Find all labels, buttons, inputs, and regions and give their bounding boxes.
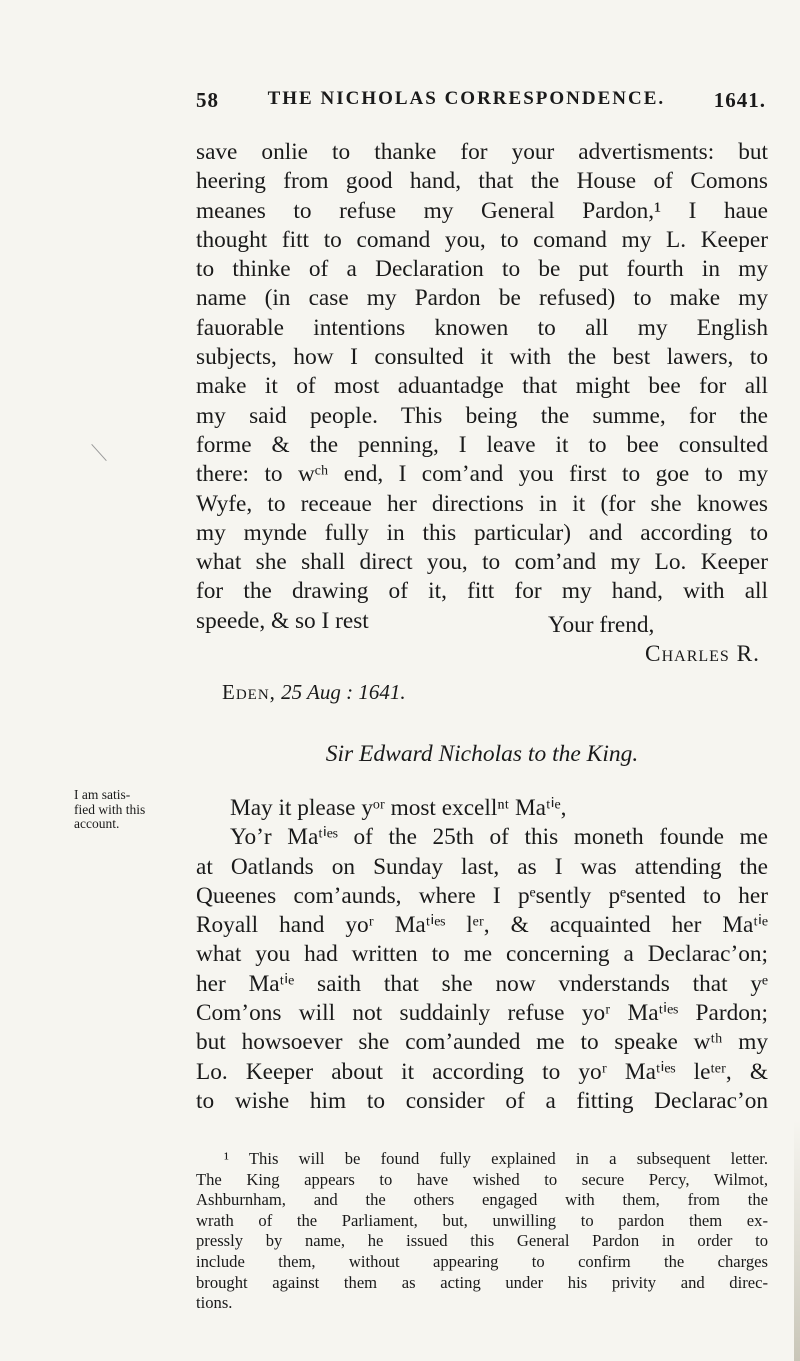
text-line: at Oatlands on Sunday last, as I was attending the bbox=[196, 853, 768, 880]
marginal-note-line: account. bbox=[74, 816, 120, 831]
marginal-note bbox=[74, 788, 184, 832]
text-line: Lo. Keeper about it according to yoʳ Maᵗⁱᵉˢ leᵗᵉʳ, & bbox=[196, 1058, 768, 1085]
text-line: what you had written to me concerning a Declarac’on; bbox=[196, 941, 768, 968]
text-line: Wyfe, to receaue her directions in it (for she knowes bbox=[196, 490, 768, 517]
page-edge-shadow bbox=[794, 1120, 800, 1361]
letter-heading: Sir Edward Nicholas to the King. bbox=[325, 741, 639, 767]
text-line: to thinke of a Declaration to be put fourth in my bbox=[196, 256, 768, 283]
text-line: meanes to refuse my General Pardon,¹ I haue bbox=[196, 197, 768, 224]
signature: Charles R. bbox=[645, 641, 760, 667]
header-year: 1641. bbox=[713, 88, 766, 112]
page-header bbox=[196, 88, 766, 113]
text-line: Yo’r Maᵗⁱᵉˢ of the 25th of this moneth founde me bbox=[230, 824, 768, 851]
footnote-line: tions. bbox=[196, 1293, 233, 1313]
text-line: there: to wᶜʰ end, I com’and you first to goe to my bbox=[196, 461, 768, 488]
text-line: heering from good hand, that the House of Comons bbox=[196, 168, 768, 195]
footnote-line: wrath of the Parliament, but, unwilling to pardon them ex- bbox=[196, 1210, 768, 1230]
salutation: May it please yᵒʳ most excellⁿᵗ Maᵗⁱᵉ, bbox=[230, 795, 567, 821]
text-line: what she shall direct you, to com’and my Lo. Keeper bbox=[196, 549, 768, 576]
text-line: Queenes com’aunds, where I pᵉsently pᵉsented to her bbox=[196, 882, 768, 909]
marginal-note-line: fied with this bbox=[74, 801, 146, 817]
text-line: to wishe him to consider of a fitting Declarac’on bbox=[196, 1087, 768, 1114]
letter-body-king bbox=[196, 138, 768, 636]
text-line: my said people. This being the summe, for the bbox=[196, 402, 768, 429]
text-line: name (in case my Pardon be refused) to make my bbox=[196, 285, 768, 312]
footnote-line: The King appears to have wished to secure Percy, Wilmot, bbox=[196, 1169, 768, 1189]
footnote-line: include them, without appearing to confirm the charges bbox=[196, 1251, 768, 1271]
date: 25 Aug : 1641. bbox=[281, 680, 406, 704]
text-line: forme & the penning, I leave it to bee consulted bbox=[196, 431, 768, 458]
page-number: 58 bbox=[196, 88, 219, 112]
dateline bbox=[222, 680, 406, 705]
text-line: subjects, how I consulted it with the best lawers, to bbox=[196, 344, 768, 371]
valediction: Your frend, bbox=[548, 612, 655, 638]
letter-closing bbox=[196, 612, 768, 722]
footnote-line: ¹ This will be found fully explained in a subsequent letter. bbox=[224, 1149, 768, 1168]
text-line: for the drawing of it, fitt for my hand, with all bbox=[196, 578, 768, 605]
letter-body-nicholas bbox=[196, 794, 768, 1116]
running-title: THE NICHOLAS CORRESPONDENCE. bbox=[267, 88, 666, 109]
place: Eden, bbox=[222, 680, 276, 704]
text-line: her Maᵗⁱᵉ saith that she now vnderstands that yᵉ bbox=[196, 970, 768, 997]
text-line: but howsoever she com’aunded me to speake wᵗʰ my bbox=[196, 1029, 768, 1056]
text-line: thought fitt to comand you, to comand my L. Keeper bbox=[196, 226, 768, 253]
marginal-note-line: I am satis- bbox=[74, 787, 131, 802]
text-line: make it of most aduantadge that might bee for all bbox=[196, 373, 768, 400]
footnote-line: Ashburnham, and the others engaged with them, from the bbox=[196, 1190, 768, 1210]
text-line: save onlie to thanke for your advertisments: but bbox=[196, 139, 768, 165]
text-line: Com’ons will not suddainly refuse yoʳ Maᵗⁱᵉˢ Pardon; bbox=[196, 1000, 768, 1027]
footnote-line: brought against them as acting under his privity and direc- bbox=[196, 1272, 768, 1292]
text-line: fauorable intentions knowen to all my English bbox=[196, 314, 768, 341]
text-line: Royall hand yoʳ Maᵗⁱᵉˢ lᵉʳ, & acquainted her Maᵗⁱᵉ bbox=[196, 912, 768, 939]
margin-mark bbox=[91, 444, 106, 461]
footnote bbox=[196, 1149, 768, 1314]
footnote-line: pressly by name, he issued this General Pardon in order to bbox=[196, 1231, 768, 1251]
text-line: speede, & so I rest bbox=[196, 607, 369, 634]
text-line: my mynde fully in this particular) and according to bbox=[196, 519, 768, 546]
